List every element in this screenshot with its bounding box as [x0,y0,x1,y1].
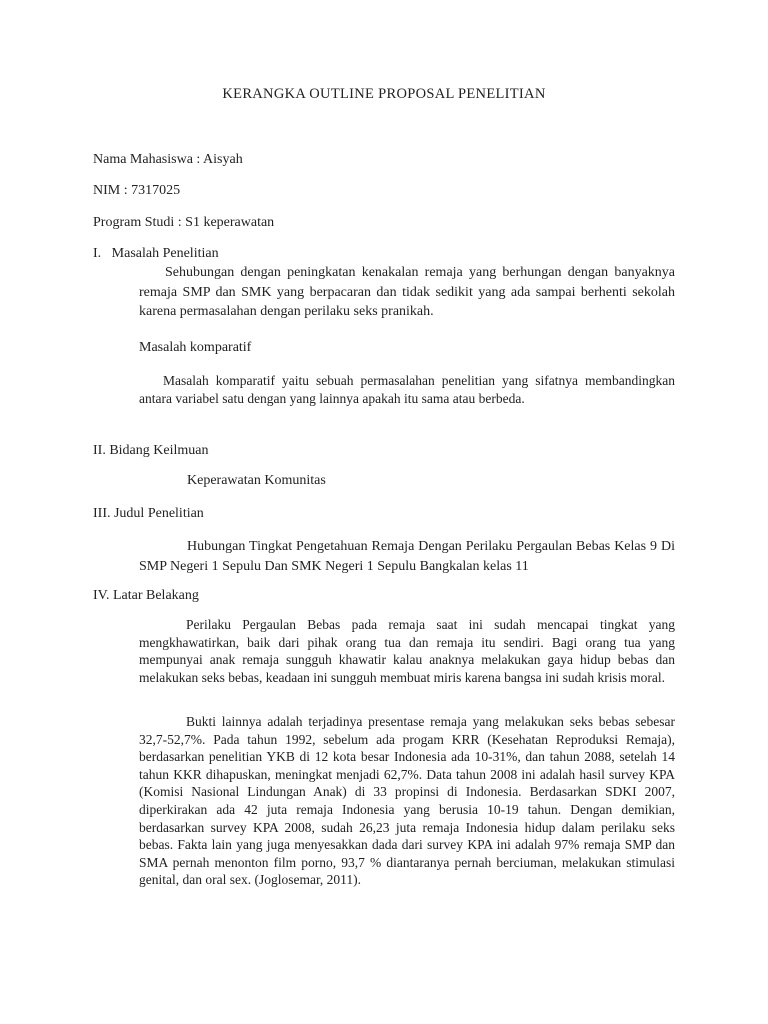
latar-paragraph-1 [139,616,675,686]
latar-paragraph-2 [139,713,675,889]
latar-paragraph-1-text: Perilaku Pergaulan Bebas pada remaja saat ini sudah mencapai tingkat yang mengkhawatirkan, baik dari pihak orang tua dan remaja itu sendiri. Bagi orang tua yang mempunyai anak remaja sungguh khawatir kalau anaknya melakukan gaya hidup bebas dan melakukan seks bebas, keadaan ini sungguh membuat miris karena bangsa ini sudah krisis moral. [139,617,675,685]
masalah-paragraph-text: Sehubungan dengan peningkatan kenakalan remaja yang berhungan dengan banyaknya remaja SMP dan SMK yang berpacaran dan tidak sedikit yang ada sampai berhenti sekolah karena permasalahan dengan perilaku seks pranikah. [139,265,675,319]
komparatif-paragraph-text: Masalah komparatif yaitu sebuah permasalahan penelitian yang sifatnya membandingkan antara variabel satu dengan yang lainnya apakah itu sama atau berbeda. [139,373,675,406]
bidang-text: Keperawatan Komunitas [187,473,326,488]
section-heading-latar: IV. Latar Belakang [93,588,199,603]
judul-paragraph-text: Hubungan Tingkat Pengetahuan Remaja Dengan Perilaku Pergaulan Bebas Kelas 9 Di SMP Negeri 1 Sepulu Dan SMK Negeri 1 Sepulu Bangkalan kelas 11 [139,539,675,574]
student-name: Nama Mahasiswa : Aisyah [93,152,243,167]
section-heading-judul: III. Judul Penelitian [93,506,204,521]
study-program: Program Studi : S1 keperawatan [93,215,275,230]
subheading-masalah-komparatif: Masalah komparatif [139,340,252,355]
masalah-paragraph [139,263,675,322]
section-heading-bidang: II. Bidang Keilmuan [93,443,209,458]
page-title: KERANGKA OUTLINE PROPOSAL PENELITIAN [222,86,546,102]
student-nim: NIM : 7317025 [93,183,181,198]
latar-paragraph-2-text: Bukti lainnya adalah terjadinya presentase remaja yang melakukan seks bebas sebesar 32,7-52,7%. Pada tahun 1992, sebelum ada progam KRR (Kesehatan Reproduksi Remaja), berdasarkan penelitian YKB di 12 kota besar Indonesia ada 10-31%, dan tahun 2088, setelah 14 tahun KKR dihapuskan, meningkat menjadi 62,7%. Data tahun 2008 ini adalah hasil survey KPA (Komisi Nasional Lindungan Anak) di 33 propinsi di Indonesia. Berdasarkan SDKI 2007, diperkirakan ada 42 juta remaja Indonesia yang berusia 10-19 tahun. Dengan demikian, berdasarkan survey KPA 2008, sudah 26,23 juta remaja Indonesia hidup dalam perilaku seks bebas. Fakta lain yang juga menyesakkan dada dari survey KPA ini adalah 97% remaja SMP dan SMA pernah menonton film porno, 93,7 % diantaranya pernah berciuman, melakukan stimulasi genital, dan oral sex. (Joglosemar, 2011). [139,714,675,888]
section-heading-masalah: I. Masalah Penelitian [93,246,219,261]
komparatif-paragraph [139,372,675,408]
judul-paragraph [139,537,675,576]
